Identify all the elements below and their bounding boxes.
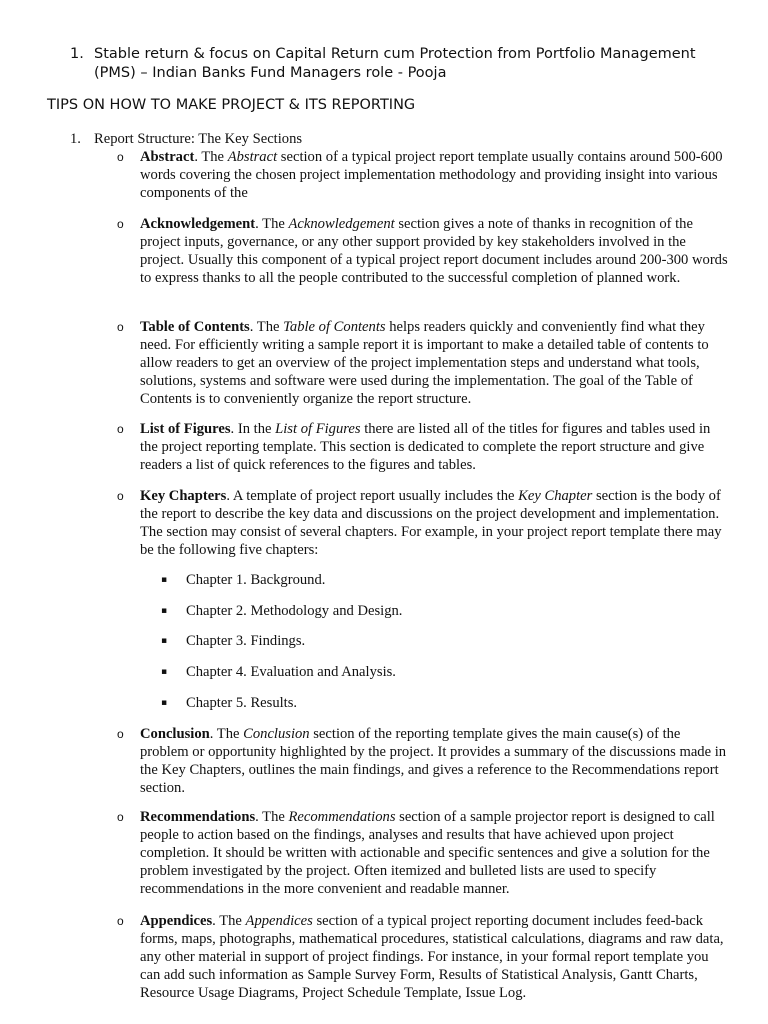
toc-pre: . The [249, 319, 284, 335]
chapters-text [140, 487, 728, 559]
appendices-pre: . The [212, 913, 246, 929]
toc-em: Table of Contents [283, 319, 386, 335]
square-bullet-icon: ▪ [161, 606, 168, 616]
square-bullet-icon: ▪ [161, 575, 168, 585]
figures-term: List of Figures [140, 421, 231, 437]
chapters-term: Key Chapters [140, 488, 227, 504]
intro-number: 1. [70, 46, 84, 62]
acknowledgement-text [140, 215, 728, 287]
chapters-pre: . A template of project report usually includes the [226, 488, 519, 504]
toc-text [140, 318, 728, 408]
bullet-icon: o [117, 320, 124, 334]
conclusion-pre: . The [209, 726, 244, 742]
square-bullet-icon: ▪ [161, 636, 168, 646]
conclusion-em: Conclusion [243, 726, 310, 742]
abstract-term: Abstract [140, 149, 195, 165]
bullet-icon: o [117, 914, 124, 928]
abstract-em: Abstract [227, 149, 278, 165]
bullet-icon: o [117, 217, 124, 231]
abstract-body: section of a typical project report template usually contains around 500-600 words covering the chosen project implementation methodology and providing insight into various components of the [140, 149, 723, 201]
list-item: Chapter 5. Results. [186, 695, 298, 711]
recommendations-term: Recommendations [140, 809, 256, 825]
structure-title: Report Structure: The Key Sections [94, 131, 303, 147]
bullet-icon: o [117, 489, 124, 503]
figures-pre: . In the [230, 421, 276, 437]
toc-body: helps readers quickly and conveniently find what they need. For efficiently writing a sample report it is important to make a detailed table of contents to allow readers to get an overview of the project implementation steps and understand what tools, solutions, systems and software were used during the implementation. The goal of the Table of Contents is to conveniently organize the report structure. [140, 319, 709, 407]
list-item: Chapter 4. Evaluation and Analysis. [186, 664, 396, 680]
acknowledgement-pre: . The [255, 216, 289, 232]
bullet-icon: o [117, 422, 124, 436]
appendices-text [140, 912, 728, 1002]
conclusion-text [140, 725, 728, 797]
abstract-pre: . The [194, 149, 228, 165]
bullet-icon: o [117, 727, 124, 741]
toc-term: Table of Contents [140, 319, 250, 335]
list-item: Chapter 2. Methodology and Design. [186, 603, 403, 619]
recommendations-pre: . The [255, 809, 289, 825]
appendices-em: Appendices [245, 913, 313, 929]
chapters-body: section is the body of the report to describe the key data and discussions on the project development and implementation. The section may consist of several chapters. For example, in your project report template there may be the following five chapters: [140, 488, 722, 558]
intro-line-1: Stable return & focus on Capital Return cum Protection from Portfolio Management [94, 46, 696, 62]
chapters-em: Key Chapter [518, 488, 593, 504]
recommendations-text [140, 808, 728, 898]
conclusion-body: section of the reporting template gives the main cause(s) of the problem or opportunity highlighted by the project. It provides a summary of the discussions made in the Key Chapters, outlines the main findings, and gives a reference to the Recommendations report section. [140, 726, 727, 796]
conclusion-term: Conclusion [140, 726, 210, 742]
appendices-term: Appendices [140, 913, 213, 929]
intro-line-2: (PMS) – Indian Banks Fund Managers role - Pooja [94, 65, 447, 81]
abstract-text [140, 148, 728, 202]
structure-number: 1. [70, 131, 81, 147]
acknowledgement-term: Acknowledgement [140, 216, 256, 232]
figures-body: there are listed all of the titles for figures and tables used in the project reporting template. This section is dedicated to complete the report structure and give readers a list of quick references to the figures and tables. [140, 421, 711, 473]
list-item: Chapter 3. Findings. [186, 633, 306, 649]
list-item: Chapter 1. Background. [186, 572, 326, 588]
figures-em: List of Figures [275, 421, 361, 437]
recommendations-em: Recommendations [288, 809, 396, 825]
acknowledgement-em: Acknowledgement [288, 216, 395, 232]
acknowledgement-body: section gives a note of thanks in recognition of the project inputs, governance, or any other support provided by key stakeholders involved in the project. Usually this component of a typical project report document includes around 200-300 words to express thanks to all the people contributed to the successful completion of planned work. [140, 216, 728, 286]
square-bullet-icon: ▪ [161, 698, 168, 708]
bullet-icon: o [117, 810, 124, 824]
tips-heading: TIPS ON HOW TO MAKE PROJECT & ITS REPORTING [47, 97, 416, 113]
appendices-body: section of a typical project reporting document includes feed-back forms, maps, photographs, mathematical procedures, statistical calculations, diagrams and raw data, any other material in support of project findings. For instance, in your formal report template you can add such information as Sample Survey Form, Results of Statistical Analysis, Gantt Charts, Resource Usage Diagrams, Project Schedule Template, Issue Log. [140, 913, 724, 1001]
recommendations-body: section of a sample projector report is designed to call people to action based on the findings, analyses and results that have achieved upon project completion. It should be written with actionable and specific sentences and give a solution for the problem investigated by the project. Often itemized and bulleted lists are used to specify recommendations in the more convenient and readable manner. [140, 809, 715, 897]
bullet-icon: o [117, 150, 124, 164]
square-bullet-icon: ▪ [161, 667, 168, 677]
figures-text [140, 420, 728, 474]
